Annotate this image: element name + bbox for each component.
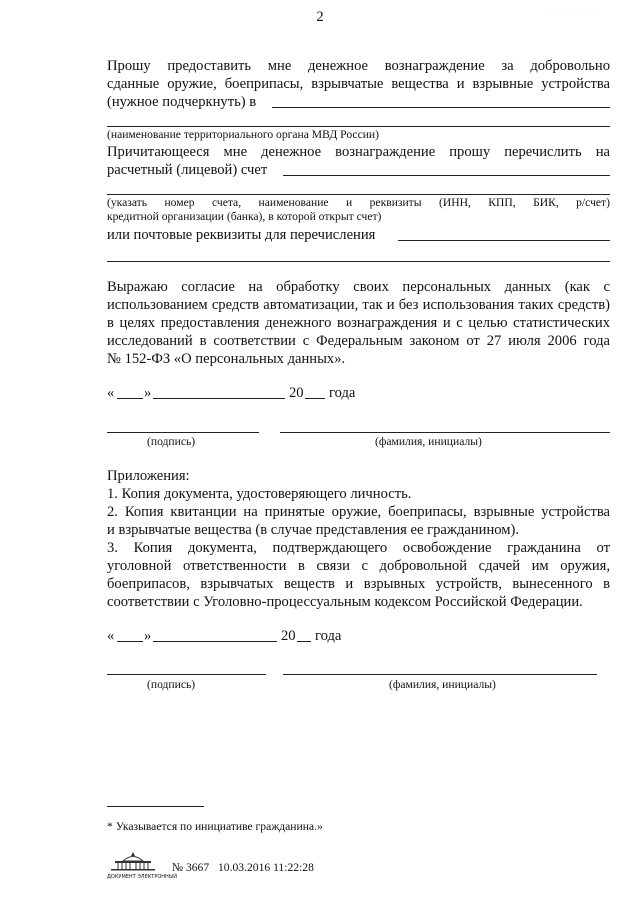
registration-stamp-logo: [107, 850, 159, 876]
full-name-label-2: (фамилия, инициалы): [389, 678, 496, 691]
full-name-field-2[interactable]: [283, 674, 597, 675]
account-line1: Причитающееся мне денежное вознаграждение прошу перечислить на: [107, 144, 610, 160]
account-field-line-2[interactable]: [107, 194, 610, 195]
full-name-label: (фамилия, инициалы): [375, 435, 482, 448]
footnote-text: * Указывается по инициативе гражданина.»: [107, 820, 323, 833]
date-close-quote-2: »: [144, 628, 152, 644]
date-open-quote-2: «: [107, 628, 115, 644]
attachment-item-3-line2: уголовной ответственности в связи с добровольной сдачей им оружия,: [107, 558, 610, 574]
mvd-organ-field-line[interactable]: [272, 107, 610, 108]
postal-details-label: или почтовые реквизиты для перечисления: [107, 227, 376, 243]
account-line2: расчетный (лицевой) счет: [107, 162, 268, 178]
consent-line2: использованием средств автоматизации, так и без использования таких средств): [107, 297, 610, 313]
consent-line3: в целях предоставления денежного вознаграждения и с целью статистических: [107, 315, 610, 331]
building-icon: [107, 850, 159, 876]
year-prefix-2: 20: [281, 628, 296, 644]
page-number: 2: [316, 9, 324, 25]
account-field-line[interactable]: [283, 175, 610, 176]
consent-line1: Выражаю согласие на обработку своих персональных данных (как с: [107, 279, 610, 295]
reward-request-line2: сданные оружие, боеприпасы, взрывчатые вещества и взрывные устройства: [107, 76, 610, 92]
postal-field-line[interactable]: [398, 240, 610, 241]
attachment-item-2-line2: и взрывчатые вещества (в случае представления ее гражданином).: [107, 522, 520, 538]
consent-line5: № 152-ФЗ «О персональных данных».: [107, 351, 346, 367]
reward-request-line3: (нужное подчеркнуть) в: [107, 94, 257, 110]
attachment-item-3-line3: боеприпасов, взрывчатых веществ и взрывных устройств, вынесенного в: [107, 576, 610, 592]
full-name-field[interactable]: [280, 432, 610, 433]
year-suffix-field-2[interactable]: [297, 641, 311, 642]
mvd-organ-field-line-2[interactable]: [107, 126, 610, 127]
date-close-quote: »: [144, 385, 152, 401]
year-word: года: [329, 385, 356, 401]
attachment-item-2-line1: 2. Копия квитанции на принятые оружие, боеприпасы, взрывные устройства: [107, 504, 610, 520]
postal-field-line-2[interactable]: [107, 261, 610, 262]
date-open-quote: «: [107, 385, 115, 401]
signature-field-2[interactable]: [107, 674, 266, 675]
year-prefix: 20: [289, 385, 304, 401]
registration-number: № 3667: [172, 861, 210, 874]
reward-request-line1: Прошу предоставить мне денежное вознаграждение за добровольно: [107, 58, 610, 74]
date-month-field-2[interactable]: [153, 641, 277, 642]
signature-label: (подпись): [147, 435, 196, 448]
attachment-item-3-line4: соответствии с Уголовно-процессуальным кодексом Российской Федерации.: [107, 594, 583, 610]
stamp-logo-caption: ДОКУМЕНТ ЭЛЕКТРОННЫЙ: [107, 874, 177, 880]
date-day-field-2[interactable]: [117, 641, 143, 642]
registration-datetime: 10.03.2016 11:22:28: [218, 861, 314, 874]
account-hint-line2: кредитной организации (банка), в которой открыт счет): [107, 210, 382, 223]
date-month-field[interactable]: [153, 398, 285, 399]
consent-line4: исследований в соответствии с Федеральным законом от 27 июля 2006 года: [107, 333, 610, 349]
scan-artifact: · · · · · · ·: [548, 10, 599, 17]
year-suffix-field[interactable]: [305, 398, 325, 399]
year-word-2: года: [315, 628, 342, 644]
attachment-item-3-line1: 3. Копия документа, подтверждающего освобождение гражданина от: [107, 540, 610, 556]
signature-field[interactable]: [107, 432, 259, 433]
mvd-organ-hint: (наименование территориального органа МВД России): [107, 128, 379, 141]
signature-label-2: (подпись): [147, 678, 196, 691]
attachments-heading: Приложения:: [107, 468, 190, 484]
footnote-divider: [107, 806, 204, 807]
date-day-field[interactable]: [117, 398, 143, 399]
attachment-item-1: 1. Копия документа, удостоверяющего личность.: [107, 486, 412, 502]
account-hint-line1: (указать номер счета, наименование и реквизиты (ИНН, КПП, БИК, р/счет): [107, 196, 610, 209]
